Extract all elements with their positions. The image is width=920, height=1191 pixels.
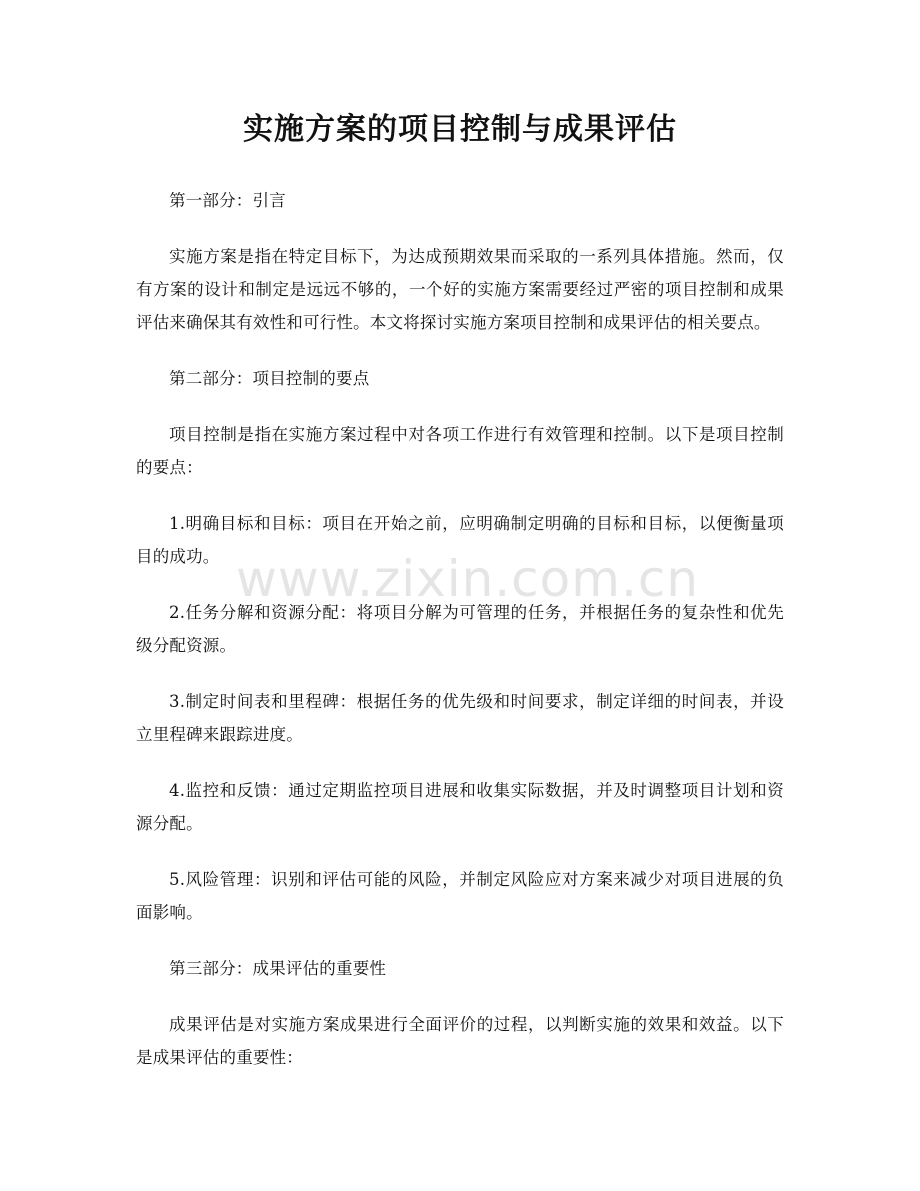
section-heading-intro: 第一部分：引言 — [169, 191, 286, 210]
list-item-schedule: 3.制定时间表和里程碑：根据任务的优先级和时间要求，制定详细的时间表，并设立里程碑来跟踪进度。 — [136, 692, 784, 744]
list-item-monitoring: 4.监控和反馈：通过定期监控项目进展和收集实际数据，并及时调整项目计划和资源分配。 — [136, 781, 784, 833]
paragraph-project-control: 项目控制是指在实施方案过程中对各项工作进行有效管理和控制。以下是项目控制的要点： — [136, 425, 784, 477]
section-heading-project-control: 第二部分：项目控制的要点 — [169, 369, 370, 388]
list-item-task-breakdown: 2.任务分解和资源分配：将项目分解为可管理的任务，并根据任务的复杂性和优先级分配资源。 — [136, 603, 784, 655]
list-item-goals: 1.明确目标和目标：项目在开始之前，应明确制定明确的目标和目标，以便衡量项目的成功。 — [136, 514, 784, 566]
watermark: www.zixin.com.cn — [236, 550, 700, 608]
document-body — [136, 184, 784, 1097]
list-item-risk-management: 5.风险管理：识别和评估可能的风险，并制定风险应对方案来减少对项目进展的负面影响。 — [136, 870, 784, 922]
section-heading-evaluation: 第三部分：成果评估的重要性 — [169, 959, 387, 978]
paragraph-evaluation: 成果评估是对实施方案成果进行全面评价的过程，以判断实施的效果和效益。以下是成果评估的重要性： — [136, 1015, 784, 1067]
paragraph-intro: 实施方案是指在特定目标下，为达成预期效果而采取的一系列具体措施。然而，仅有方案的设计和制定是远远不够的，一个好的实施方案需要经过严密的项目控制和成果评估来确保其有效性和可行性。本文将探讨实施方案项目控制和成果评估的相关要点。 — [136, 247, 784, 332]
document-title: 实施方案的项目控制与成果评估 — [243, 112, 677, 147]
